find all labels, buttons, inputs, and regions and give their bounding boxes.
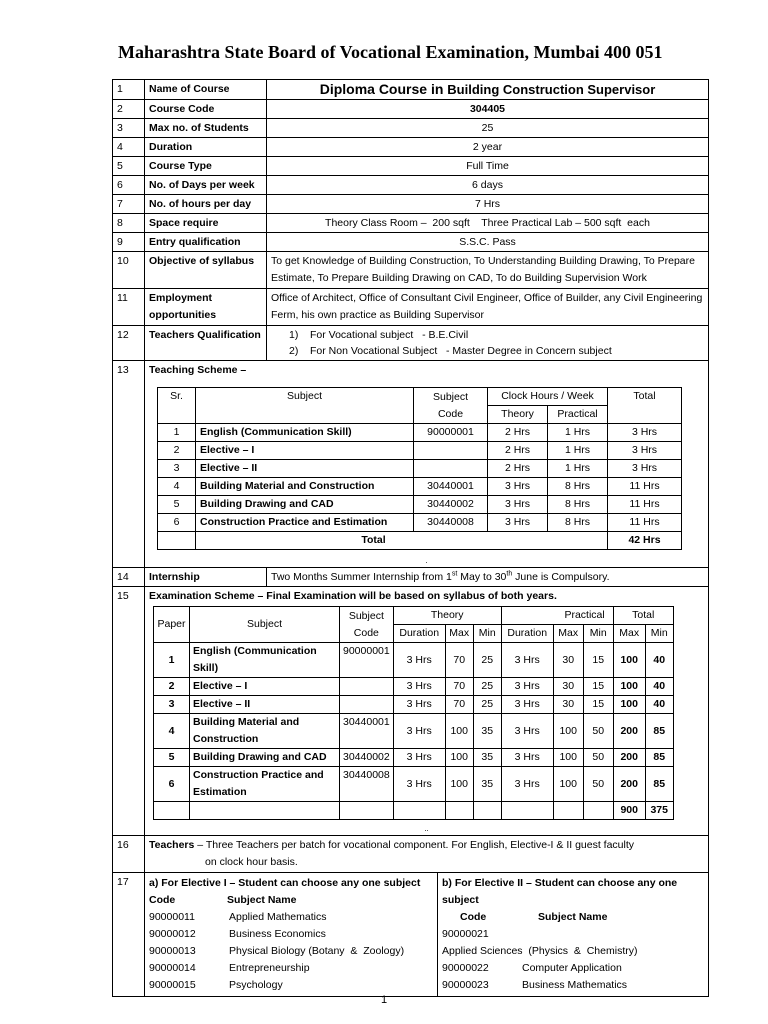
row-number: 15 bbox=[113, 587, 145, 836]
exam-cell-code bbox=[340, 696, 394, 714]
exam-cell-p_min: 50 bbox=[583, 749, 613, 767]
exam-cell-paper: 3 bbox=[154, 696, 190, 714]
electives-cell bbox=[145, 873, 709, 997]
teaching-cell-theory: 2 Hrs bbox=[488, 460, 548, 478]
exam-cell-t_max: 100 bbox=[445, 767, 473, 802]
teaching-cell-code bbox=[414, 460, 488, 478]
teaching-cell-practical: 1 Hrs bbox=[548, 442, 608, 460]
row-value: Full Time bbox=[267, 157, 709, 176]
row-electives bbox=[113, 873, 709, 997]
row-value: Theory Class Room – 200 sqft Three Practical Lab – 500 sqft each bbox=[267, 214, 709, 233]
column-header: Practical bbox=[501, 607, 613, 625]
row-duration bbox=[113, 138, 709, 157]
exam-cell-t_dur: 3 Hrs bbox=[393, 678, 445, 696]
exam-cell-p_dur: 3 Hrs bbox=[501, 643, 553, 678]
teaching-row bbox=[158, 442, 682, 460]
elective-item bbox=[149, 943, 433, 960]
row-internship bbox=[113, 568, 709, 587]
exam-cell-paper: 6 bbox=[154, 767, 190, 802]
teaching-scheme-table bbox=[157, 387, 682, 550]
row-value bbox=[267, 326, 709, 361]
teaching-cell-sr: 4 bbox=[158, 478, 196, 496]
row-number: 14 bbox=[113, 568, 145, 587]
elective-ii-title: b) For Elective II – Student can choose any one bbox=[442, 877, 678, 889]
exam-cell-p_max: 30 bbox=[553, 643, 583, 678]
teaching-cell-theory: 3 Hrs bbox=[488, 496, 548, 514]
row-label: Examination Scheme – Final Examination will be based on syllabus of both years. bbox=[149, 590, 557, 602]
exam-cell-p_min: 15 bbox=[583, 678, 613, 696]
row-label: Name of Course bbox=[145, 80, 267, 100]
elective-item bbox=[149, 977, 433, 994]
exam-cell-p_max: 100 bbox=[553, 767, 583, 802]
row-number: 9 bbox=[113, 233, 145, 252]
separator-dot: .. bbox=[424, 824, 429, 833]
exam-cell-p_max: 30 bbox=[553, 696, 583, 714]
exam-cell-p_dur: 3 Hrs bbox=[501, 678, 553, 696]
exam-row bbox=[154, 714, 674, 749]
exam-cell-p_max: 100 bbox=[553, 714, 583, 749]
row-value: S.S.C. Pass bbox=[267, 233, 709, 252]
row-examination-scheme bbox=[113, 587, 709, 836]
teaching-cell-sr: 1 bbox=[158, 424, 196, 442]
exam-cell-tot_min: 85 bbox=[645, 714, 673, 749]
grand-total-max: 900 bbox=[613, 802, 645, 820]
row-label: Duration bbox=[145, 138, 267, 157]
row-number: 11 bbox=[113, 289, 145, 326]
course-name-value: Diploma Course in Building Construction Supervisor bbox=[267, 80, 709, 100]
teaching-cell-subject: Construction Practice and Estimation bbox=[196, 514, 414, 532]
elective-name: Applied Sciences (Physics & Chemistry) bbox=[442, 945, 638, 957]
elective-name: Physical Biology (Botany & Zoology) bbox=[229, 945, 405, 957]
exam-cell-tot_min: 85 bbox=[645, 749, 673, 767]
qualification-item: 2) For Non Vocational Subject - Master Degree in Concern subject bbox=[289, 345, 612, 357]
row-number: 7 bbox=[113, 195, 145, 214]
row-label: No. of Days per week bbox=[145, 176, 267, 195]
exam-cell-paper: 2 bbox=[154, 678, 190, 696]
exam-cell-tot_min: 40 bbox=[645, 696, 673, 714]
elective-code: 90000013 bbox=[149, 945, 196, 957]
exam-cell-paper: 4 bbox=[154, 714, 190, 749]
row-value: 2 year bbox=[267, 138, 709, 157]
exam-cell-tot_max: 200 bbox=[613, 767, 645, 802]
row-number: 4 bbox=[113, 138, 145, 157]
exam-cell-t_min: 35 bbox=[473, 767, 501, 802]
column-header: Theory bbox=[488, 406, 548, 424]
row-number: 6 bbox=[113, 176, 145, 195]
column-header: Total bbox=[608, 388, 682, 424]
teaching-cell-total: 11 Hrs bbox=[608, 478, 682, 496]
teaching-cell-code: 30440008 bbox=[414, 514, 488, 532]
row-label: Teachers bbox=[149, 839, 195, 851]
row-value: Office of Architect, Office of Consultant Civil Engineer, Office of Builder, any Civil Engineering Ferm, his own practice as Building Supervisor bbox=[267, 289, 709, 326]
exam-cell-p_min: 50 bbox=[583, 767, 613, 802]
elective-i-list bbox=[149, 909, 433, 994]
exam-cell-paper: 5 bbox=[154, 749, 190, 767]
exam-cell-p_dur: 3 Hrs bbox=[501, 767, 553, 802]
page-heading: Maharashtra State Board of Vocational Examination, Mumbai 400 051 bbox=[118, 42, 663, 62]
exam-cell-tot_min: 40 bbox=[645, 643, 673, 678]
course-code-value: 304405 bbox=[267, 100, 709, 119]
row-number: 13 bbox=[113, 361, 145, 568]
exam-row bbox=[154, 643, 674, 678]
elective-i-column bbox=[145, 873, 438, 996]
row-number: 12 bbox=[113, 326, 145, 361]
row-objective bbox=[113, 252, 709, 289]
elective-code: 90000012 bbox=[149, 928, 196, 940]
elective-item bbox=[442, 960, 704, 977]
exam-cell-subject: English (Communication Skill) bbox=[190, 643, 340, 678]
row-number: 8 bbox=[113, 214, 145, 233]
exam-cell-code: 30440001 bbox=[340, 714, 394, 749]
teaching-cell-code: 30440001 bbox=[414, 478, 488, 496]
row-label: Course Type bbox=[145, 157, 267, 176]
teaching-cell-sr: 3 bbox=[158, 460, 196, 478]
exam-cell-subject: Elective – I bbox=[190, 678, 340, 696]
elective-i-title: a) For Elective I – Student can choose any one subject bbox=[149, 877, 421, 889]
exam-cell-tot_max: 100 bbox=[613, 696, 645, 714]
row-max-students bbox=[113, 119, 709, 138]
teaching-row bbox=[158, 478, 682, 496]
elective-name: Computer Application bbox=[522, 962, 622, 974]
grand-total-row bbox=[154, 802, 674, 820]
teaching-cell-theory: 3 Hrs bbox=[488, 478, 548, 496]
elective-name: Psychology bbox=[229, 979, 283, 991]
exam-row bbox=[154, 749, 674, 767]
teaching-cell-total: 11 Hrs bbox=[608, 496, 682, 514]
exam-cell-t_min: 25 bbox=[473, 696, 501, 714]
column-header: Theory bbox=[393, 607, 501, 625]
teaching-cell-sr: 6 bbox=[158, 514, 196, 532]
row-number: 17 bbox=[113, 873, 145, 997]
exam-cell-subject: Building Material and Construction bbox=[190, 714, 340, 749]
teaching-cell-practical: 1 Hrs bbox=[548, 460, 608, 478]
exam-cell-code bbox=[340, 678, 394, 696]
elective-ii-title: subject bbox=[442, 894, 479, 906]
row-number: 1 bbox=[113, 80, 145, 100]
total-label: Total bbox=[196, 532, 608, 550]
teaching-cell-subject: Elective – I bbox=[196, 442, 414, 460]
teaching-row bbox=[158, 460, 682, 478]
teaching-cell-practical: 8 Hrs bbox=[548, 496, 608, 514]
exam-scheme-cell bbox=[145, 587, 709, 836]
elective-ii-column bbox=[438, 873, 709, 996]
elective-code: 90000015 bbox=[149, 979, 196, 991]
exam-row bbox=[154, 767, 674, 802]
exam-cell-p_max: 100 bbox=[553, 749, 583, 767]
elective-item bbox=[442, 926, 704, 960]
exam-cell-subject: Elective – II bbox=[190, 696, 340, 714]
column-header: Duration bbox=[501, 625, 553, 643]
row-entry-qualification bbox=[113, 233, 709, 252]
column-header: Duration bbox=[393, 625, 445, 643]
row-label: Internship bbox=[145, 568, 267, 587]
row-label: Teaching Scheme – bbox=[149, 364, 247, 376]
row-label: Entry qualification bbox=[145, 233, 267, 252]
elective-name: Applied Mathematics bbox=[229, 911, 327, 923]
row-number: 2 bbox=[113, 100, 145, 119]
exam-cell-tot_min: 40 bbox=[645, 678, 673, 696]
column-header: Max bbox=[553, 625, 583, 643]
elective-item bbox=[442, 977, 704, 994]
teaching-cell-code: 30440002 bbox=[414, 496, 488, 514]
exam-cell-p_dur: 3 Hrs bbox=[501, 749, 553, 767]
page-number: 1 bbox=[380, 994, 388, 1006]
teaching-cell-total: 11 Hrs bbox=[608, 514, 682, 532]
row-value: 7 Hrs bbox=[267, 195, 709, 214]
grand-total-min: 375 bbox=[645, 802, 673, 820]
row-employment bbox=[113, 289, 709, 326]
exam-cell-t_max: 100 bbox=[445, 714, 473, 749]
teaching-row bbox=[158, 496, 682, 514]
elective-ii-list bbox=[442, 926, 704, 994]
teaching-cell-total: 3 Hrs bbox=[608, 460, 682, 478]
row-number: 3 bbox=[113, 119, 145, 138]
exam-cell-p_min: 15 bbox=[583, 696, 613, 714]
exam-cell-tot_max: 100 bbox=[613, 643, 645, 678]
row-number: 5 bbox=[113, 157, 145, 176]
row-label: No. of hours per day bbox=[145, 195, 267, 214]
row-value: To get Knowledge of Building Construction, To Understanding Building Drawing, To Prepare Estimate, To Prepare Building Drawing on CAD, To do Building Supervision Work bbox=[267, 252, 709, 289]
exam-cell-t_min: 35 bbox=[473, 714, 501, 749]
row-hours-per-day bbox=[113, 195, 709, 214]
elective-name: Entrepreneurship bbox=[229, 962, 310, 974]
exam-cell-t_min: 25 bbox=[473, 678, 501, 696]
exam-cell-t_dur: 3 Hrs bbox=[393, 749, 445, 767]
teaching-cell-subject: Elective – II bbox=[196, 460, 414, 478]
row-course-type bbox=[113, 157, 709, 176]
exam-row bbox=[154, 678, 674, 696]
row-label: Space require bbox=[145, 214, 267, 233]
teaching-cell-practical: 8 Hrs bbox=[548, 478, 608, 496]
column-header: Clock Hours / Week bbox=[488, 388, 608, 406]
exam-cell-t_min: 25 bbox=[473, 643, 501, 678]
column-header: Subject bbox=[190, 607, 340, 643]
exam-cell-t_min: 35 bbox=[473, 749, 501, 767]
teaching-cell-practical: 1 Hrs bbox=[548, 424, 608, 442]
teaching-row bbox=[158, 424, 682, 442]
total-row bbox=[158, 532, 682, 550]
exam-cell-subject: Construction Practice and Estimation bbox=[190, 767, 340, 802]
elective-code: 90000023 bbox=[442, 979, 489, 991]
total-value: 42 Hrs bbox=[608, 532, 682, 550]
column-header: Subject Code bbox=[340, 607, 394, 643]
row-space-require bbox=[113, 214, 709, 233]
teaching-cell-code bbox=[414, 442, 488, 460]
exam-cell-t_dur: 3 Hrs bbox=[393, 696, 445, 714]
teaching-cell-subject: English (Communication Skill) bbox=[196, 424, 414, 442]
row-course-name bbox=[113, 80, 709, 100]
row-value: on clock hour basis. bbox=[205, 856, 298, 868]
row-number: 10 bbox=[113, 252, 145, 289]
exam-cell-paper: 1 bbox=[154, 643, 190, 678]
row-label: Course Code bbox=[145, 100, 267, 119]
row-value: 6 days bbox=[267, 176, 709, 195]
row-course-code bbox=[113, 100, 709, 119]
teaching-cell-subject: Building Drawing and CAD bbox=[196, 496, 414, 514]
exam-cell-t_max: 100 bbox=[445, 749, 473, 767]
teaching-cell-theory: 2 Hrs bbox=[488, 442, 548, 460]
column-header: Max bbox=[445, 625, 473, 643]
row-days-per-week bbox=[113, 176, 709, 195]
exam-cell-code: 30440008 bbox=[340, 767, 394, 802]
teaching-cell-subject: Building Material and Construction bbox=[196, 478, 414, 496]
row-teachers bbox=[113, 836, 709, 873]
exam-cell-tot_max: 200 bbox=[613, 714, 645, 749]
teaching-row bbox=[158, 514, 682, 532]
row-label: Max no. of Students bbox=[145, 119, 267, 138]
column-header: Max bbox=[613, 625, 645, 643]
exam-scheme-table bbox=[153, 606, 674, 820]
elective-ii-header: Code Subject Name bbox=[460, 911, 608, 923]
teaching-cell-theory: 2 Hrs bbox=[488, 424, 548, 442]
teaching-cell-sr: 2 bbox=[158, 442, 196, 460]
teaching-cell-theory: 3 Hrs bbox=[488, 514, 548, 532]
column-header: Min bbox=[473, 625, 501, 643]
exam-cell-tot_max: 100 bbox=[613, 678, 645, 696]
column-header: Subject Code bbox=[414, 388, 488, 424]
internship-value: Two Months Summer Internship from 1st May to 30th June is Compulsory. bbox=[267, 568, 709, 587]
exam-cell-tot_max: 200 bbox=[613, 749, 645, 767]
exam-cell-subject: Building Drawing and CAD bbox=[190, 749, 340, 767]
row-teaching-scheme bbox=[113, 361, 709, 568]
exam-cell-p_min: 50 bbox=[583, 714, 613, 749]
exam-cell-code: 90000001 bbox=[340, 643, 394, 678]
qualification-item: 1) For Vocational subject - B.E.Civil bbox=[289, 329, 469, 341]
row-value: – Three Teachers per batch for vocational component. For English, Elective-I & II guest faculty bbox=[194, 839, 635, 851]
exam-row bbox=[154, 696, 674, 714]
teaching-cell-code: 90000001 bbox=[414, 424, 488, 442]
exam-cell-p_min: 15 bbox=[583, 643, 613, 678]
column-header: Subject bbox=[196, 388, 414, 424]
exam-cell-code: 30440002 bbox=[340, 749, 394, 767]
column-header: Practical bbox=[548, 406, 608, 424]
row-label: Objective of syllabus bbox=[145, 252, 267, 289]
exam-cell-t_max: 70 bbox=[445, 678, 473, 696]
elective-name: Business Economics bbox=[229, 928, 326, 940]
elective-code: 90000021 bbox=[442, 928, 489, 940]
exam-cell-t_dur: 3 Hrs bbox=[393, 714, 445, 749]
exam-cell-t_dur: 3 Hrs bbox=[393, 643, 445, 678]
electives-table bbox=[145, 873, 708, 996]
elective-name: Business Mathematics bbox=[522, 979, 628, 991]
column-header: Sr. bbox=[158, 388, 196, 424]
column-header: Total bbox=[613, 607, 673, 625]
separator-dot: . bbox=[425, 556, 428, 565]
column-header: Paper bbox=[154, 607, 190, 643]
elective-item bbox=[149, 909, 433, 926]
teaching-cell-sr: 5 bbox=[158, 496, 196, 514]
row-teachers-qualification bbox=[113, 326, 709, 361]
exam-cell-tot_min: 85 bbox=[645, 767, 673, 802]
exam-cell-p_dur: 3 Hrs bbox=[501, 696, 553, 714]
course-details-table bbox=[112, 79, 709, 997]
row-label: Teachers Qualification bbox=[145, 326, 267, 361]
row-number: 16 bbox=[113, 836, 145, 873]
column-header: Min bbox=[645, 625, 673, 643]
elective-code: 90000022 bbox=[442, 962, 489, 974]
elective-i-header: Code Subject Name bbox=[149, 894, 297, 906]
teaching-cell-practical: 8 Hrs bbox=[548, 514, 608, 532]
exam-cell-p_max: 30 bbox=[553, 678, 583, 696]
elective-code: 90000014 bbox=[149, 962, 196, 974]
exam-cell-t_max: 70 bbox=[445, 643, 473, 678]
exam-cell-p_dur: 3 Hrs bbox=[501, 714, 553, 749]
elective-item bbox=[149, 926, 433, 943]
teaching-cell-total: 3 Hrs bbox=[608, 442, 682, 460]
column-header: Min bbox=[583, 625, 613, 643]
row-label: Employment opportunities bbox=[145, 289, 267, 326]
teaching-scheme-cell bbox=[145, 361, 709, 568]
teachers-cell bbox=[145, 836, 709, 873]
elective-code: 90000011 bbox=[149, 911, 195, 923]
row-value: 25 bbox=[267, 119, 709, 138]
teaching-cell-total: 3 Hrs bbox=[608, 424, 682, 442]
elective-item bbox=[149, 960, 433, 977]
exam-cell-t_max: 70 bbox=[445, 696, 473, 714]
exam-cell-t_dur: 3 Hrs bbox=[393, 767, 445, 802]
